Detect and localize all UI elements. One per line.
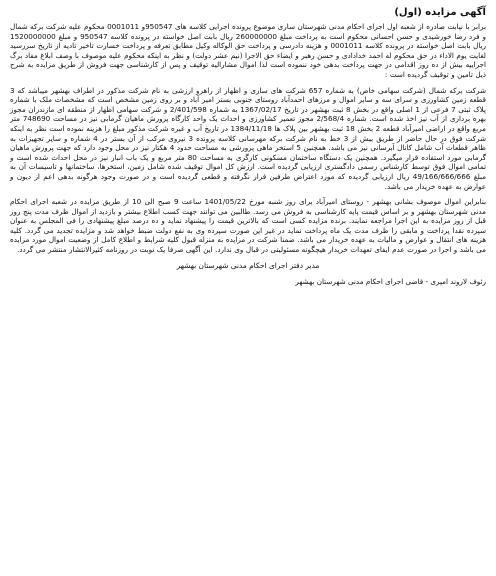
notice-paragraph-2-text: شرکت برکه شمال (شرکت سهامی خاص) به شماره 657 شرکت های ساری و اظهار از راهرو ارزشی به نام شرکت مذکور در اطراف بهشهر میباشد که 3 قطعه زمین کشاورزی و سرای سه و سایر اموال و مرزهای احمدآباد روستای جنوبی بستر امیر آباد و بر روی زمین مشخص است که مشخصات ملک با شماره پلاک ثبتی 7 فرعی از 1 اصلی واقع در بخش 8 ثبت بهشهر در تاریخ 1367/02/17 به شماره 2/401/598 و شرکت سهامی اظهار از منطقه ای مازندران مجوز بهره برداری از آب نیز اخذ شده است. شماره 2/568/4 مجوز تعمیر کشاورزی و احداث یک واحد کارگاه پرورش ماهیان گرمابی نیز در مساحت 748690 متر مربع واقع در اراضی امیرآباد قطعه 2 بخش 18 ثبت بهشهر بین پلاک ها 1384/11/18 در تاریخ آب و غیره شرکت مذکور مبلغ را هزینه نموده است نظر به اینکه شرکت فوق در حال حاضر از طریق بیش از 3 خط به نام شرکت برکه مهرسانی کلاسه پرونده 3 نیروی مرکب از آن بستر در 4 شماره و سایر تجهیزات به ظاهر قطعات آب شامل کانال آبرسانی نیز می باشد. همچنین 5 استخر ماهی پرورشی به مساحت حدود 4 هکتار نیز در محل وجود دارد که جهت پرورش ماهیان گرمابی مورد استفاده قرار میگیرد. همچنین یک دستگاه ساختمان مسکونی کارگری به مساحت 80 متر مربع و یک باب انبار نیز در محل احداث شده است و تمامی اموال فوق توسط کارشناس رسمی دادگستری ارزیابی گردیده است. ارزش کل اموال توقیف شده شامل زمین، استخرها، ساختمانها و تاسیسات آن به مبلغ 49/166/666/666 ریال ارزیابی گردیده که مورد اعتراض طرفین قرار نگرفته و قطعی گردیده است و در صورت وجود هرگونه بدهی اعم از دیون و عوارض به عهده خریدار می باشد. xyxy=(10,85,487,191)
notice-paragraph-1 xyxy=(10,22,486,80)
notice-paragraph-1-text: برابر با نیابت صادره از شعبه اول اجرای احکام مدنی شهرستان ساری موضوع پرونده اجرایی کلاسه های 950547و 0001011 محکوم علیه شرکت برکه شمال و فرد رضا خورشیدی و حسن احسانی محکوم است به پرداخت مبلغ 260000000 ریال بابت اصل خواسته در پرونده کلاسه 950547 و مبلغ 1520000000 ریال بابت اصل خواسته در پرونده کلاسه 0001011 و هزینه دادرسی و پرداخت حق الوکاله وکیل مطابق تعرفه و پرداخت خسارت تاخیر تادیه از تاریخ سررسید لغایت یوم الاداء در حق محکوم له احمد خدادادی و حسن رهبر و ایضاء حق الاجرا (نیم عشر دولت) و نظر به اینکه محکوم علیه موصوف با وصف ابلاغ مفاد برگ اجراییه بیش از ده روز اقدامی در جهت پرداخت بدهی خود ننموده است لذا اموال مشارالیه توقیف و پس از کارشناسی جهت فروش از طریق مزایده به شرح ذیل تامین و توقیف گردیده است : xyxy=(10,22,487,79)
notice-title: آگهی مزایده (اول) xyxy=(394,7,486,18)
notice-paragraph-3-text: بنابراین اموال موصوف بشانی بهشهر - روستای امیرآباد برای روز شنبه مورخ 1401/05/22 ساعت 9 صبح الی 10 از طریق مزایده در شعبه اجرای احکام مدنی شهرستان بهشهر و بر اساس قیمت پایه کارشناسی به فروش می رسد. طالبین می توانند جهت کسب اطلاع بیشتر و بازدید از اموال ظرف مدت پنج روز قبل از روز مزایده به این اجرا مراجعه نمایند. برنده مزایده کسی است که بالاترین قیمت را پیشنهاد نماید و ده درصد مبلغ پیشنهادی را فی المجلس به عنوان سپرده نقدا پرداخت و مابقی را ظرف مدت یک ماه پرداخت نماید در غیر این صورت سپرده وی به نفع دولت ضبط خواهد شد و مزایده تجدید می گردد. کلیه هزینه های انتقال و عوارض و مالیات به عهده خریدار می باشد. ضمنا شرکت در مزایده به منزله قبول کلیه شرایط و اطلاع کامل از وضعیت اموال مورد مزایده می باشد و اجرا در صورت عدم ایفای تعهدات خریدار هیچگونه مسئولیتی در قبال وی ندارد. این آگهی صرفا یک نوبت در روزنامه کثیرالانتشار منتشر می گردد. xyxy=(10,197,487,255)
notice-footer: رئوف لاروند امیری - قاضی اجرای احکام مدنی شهرستان بهشهر xyxy=(295,276,486,286)
notice-paragraph-2 xyxy=(10,86,486,192)
notice-paragraph-3 xyxy=(10,197,486,255)
notice-signature: مدیر دفتر اجرای احکام مدنی شهرستان بهشهر xyxy=(176,260,320,270)
